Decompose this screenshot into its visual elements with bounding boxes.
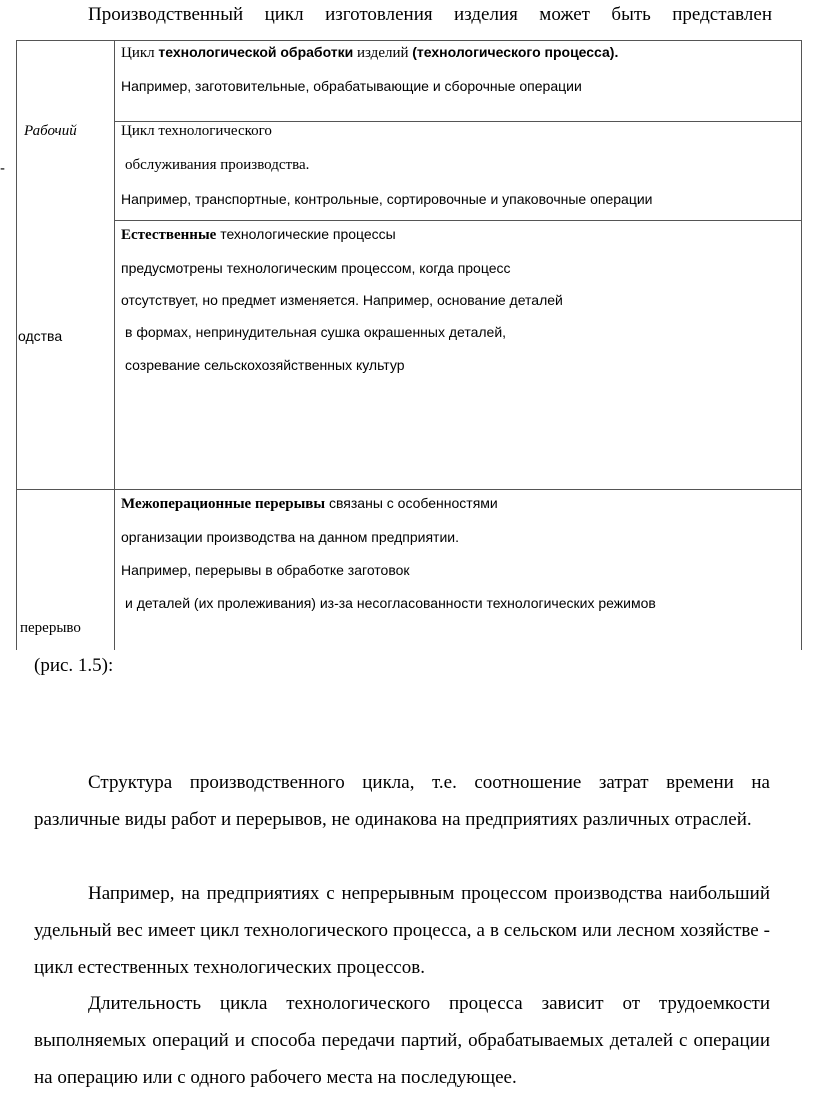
row2-line1: Цикл технологического [121, 123, 272, 139]
row3-line1: Естественные технологические процессы [121, 226, 396, 243]
row4-line3: Например, перерывы в обработке заготовок [121, 562, 410, 578]
left-label-work: Рабочий [24, 123, 77, 139]
row3-line2: предусмотрены технологическим процессом, когда процесс [121, 260, 511, 276]
paragraph-2: Например, на предприятиях с непрерывным процессом производства наибольший удельный вес имеет цикл технологического процесса, а в сельском или лесном хозяйстве - цикл естественных технологических процессов. [34, 883, 770, 978]
paragraph-3: Длительность цикла технологического процесса зависит от трудоемкости выполняемых операций и способа передачи партий, обрабатываемых деталей с операции на операцию или с одного рабочего места на последующее. [34, 993, 770, 1088]
paragraph-1: Структура производственного цикла, т.е. соотношение затрат времени на различные виды работ и перерывов, не одинакова на предприятиях различных отраслей. [34, 772, 770, 830]
row-divider-3 [16, 489, 802, 490]
table-left-border [16, 40, 17, 650]
left-label-dash: - [0, 160, 5, 177]
top-line-text: Производственный цикл изготовления изделия может быть представлен [88, 4, 772, 25]
row-divider-1 [114, 121, 802, 122]
row-divider-2 [114, 220, 802, 221]
left-label-production: одства [18, 328, 63, 344]
figure-caption: (рис. 1.5): [34, 655, 114, 676]
row2-line3: Например, транспортные, контрольные, сортировочные и упаковочные операции [121, 191, 653, 207]
row3-line5: созревание сельскохозяйственных культур [125, 357, 405, 373]
row1-line1: Цикл технологической обработки изделий (технологического процесса). [121, 44, 619, 61]
row3-line4: в формах, непринудительная сушка окрашенных деталей, [125, 324, 507, 340]
row4-line4: и деталей (их пролеживания) из-за несогласованности технологических режимов [125, 595, 656, 611]
row1-line2: Например, заготовительные, обрабатывающие и сборочные операции [121, 78, 582, 94]
left-label-breaks: перерыво [20, 620, 81, 636]
row4-line2: организации производства на данном предприятии. [121, 529, 460, 545]
row2-line2: обслуживания производства. [125, 157, 310, 173]
table-top-border [16, 40, 802, 41]
table-right-border [801, 40, 802, 650]
row3-line3: отсутствует, но предмет изменяется. Например, основание деталей [121, 292, 563, 308]
table-column-divider [114, 40, 115, 650]
row4-line1: Межоперационные перерывы связаны с особенностями [121, 495, 498, 512]
